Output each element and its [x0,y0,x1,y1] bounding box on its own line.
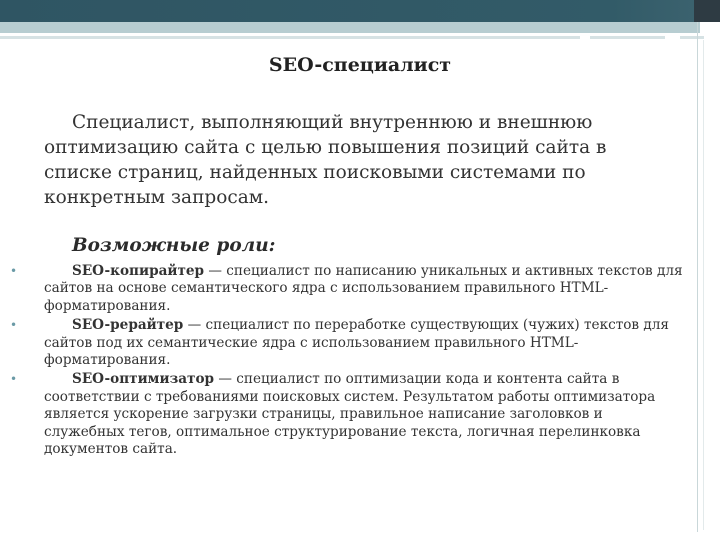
roles-heading: Возможные роли: [72,235,276,256]
list-item [10,263,684,315]
role-description: — специалист по переработке существующих (чужих) текстов для сайтов под их семантические ядра с использованием правильного HTML-форматирования. [44,317,669,369]
header-bar-corner [694,0,720,22]
roles-list [10,263,684,460]
bullet-icon: • [10,264,18,278]
list-item [10,317,684,369]
side-rule [697,22,698,532]
role-name: SEO-копирайтер [72,263,205,279]
accent-band [0,22,700,33]
list-item [10,371,684,458]
role-name: SEO-оптимизатор [72,371,215,388]
role-description: — специалист по оптимизации кода и контента сайта в соответствии с требованиями поисковых систем. Результатом работы оптимизатора является ускорение загрузки страницы, правильное написание заголовков и служебных тегов, оптимальное структурирование текста, логичная перелинковка документов сайта. [44,371,656,458]
divider-line [0,36,580,39]
divider-line [590,36,665,39]
divider-line [680,36,704,39]
intro-paragraph: Специалист, выполняющий внутреннюю и внешнюю оптимизацию сайта с целью повышения позиций сайта в списке страниц, найденных поисковыми системами по конкретным запросам. [44,112,607,208]
role-description: — специалист по написанию уникальных и активных текстов для сайтов на основе семантического ядра с использованием правильного HTML-форматирования. [44,263,683,314]
side-rule [703,40,704,530]
bullet-icon: • [10,372,18,387]
header-bar [0,0,720,22]
bullet-icon: • [10,318,18,333]
page-title: SEO-специалист [268,54,452,76]
role-name: SEO-рерайтер [72,317,184,334]
